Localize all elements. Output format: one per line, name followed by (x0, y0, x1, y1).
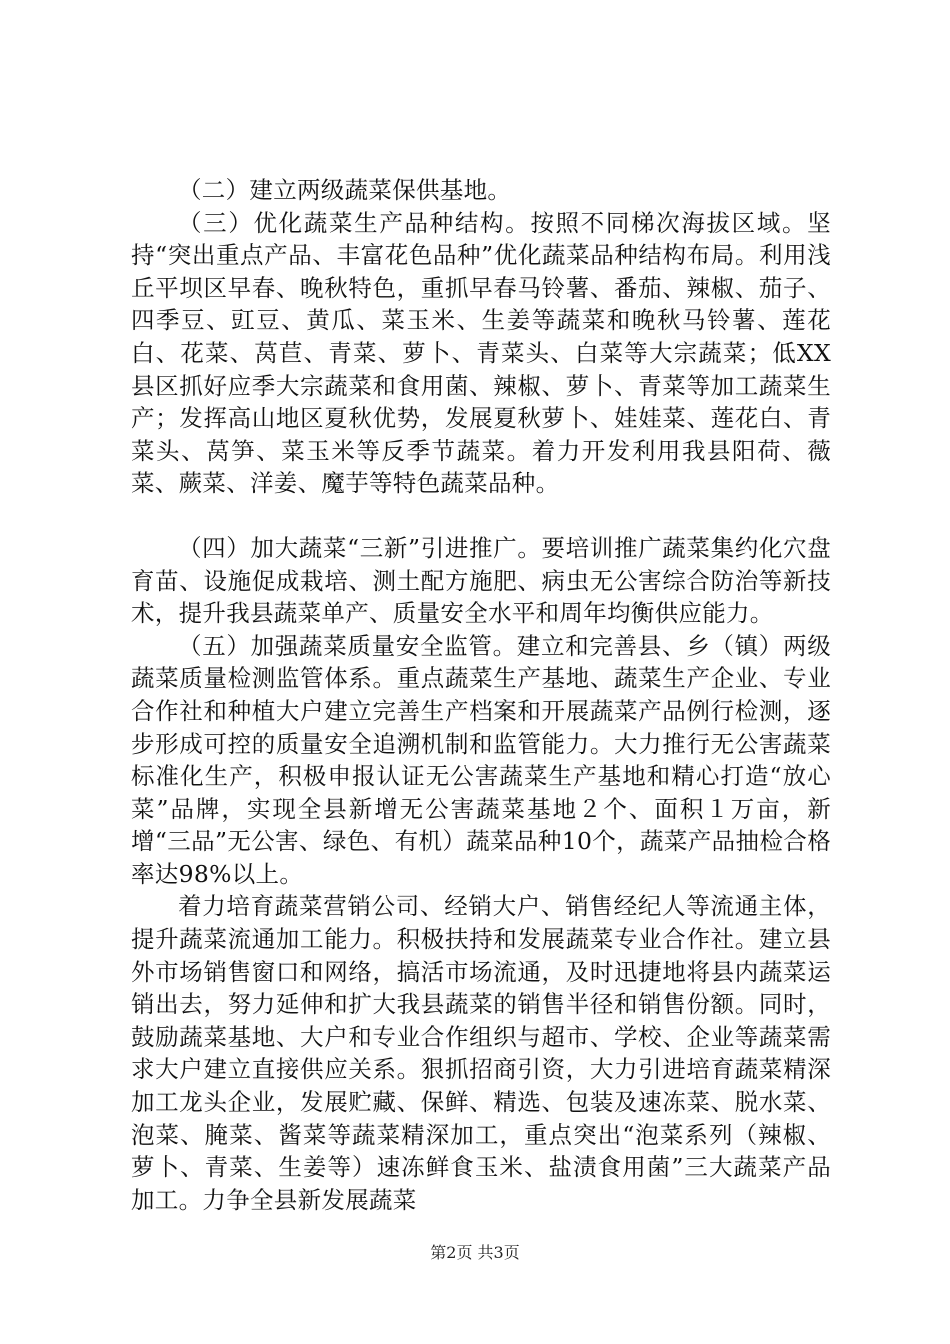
paragraph-marketing: 着力培育蔬菜营销公司、经销大户、销售经纪人等流通主体，提升蔬菜流通加工能力。积极扶持和发展蔬菜专业合作社。建立县外市场销售窗口和网络，搞活市场流通，及时迅捷地将县内蔬菜运销出去，努力延伸和扩大我县蔬菜的销售半径和销售份额。同时，鼓励蔬菜基地、大户和专业合作组织与超市、学校、企业等蔬菜需求大户建立直接供应关系。狠抓招商引资，大力引进培育蔬菜精深加工龙头企业，发展贮藏、保鲜、精选、包装及速冻菜、脱水菜、泡菜、腌菜、酱菜等蔬菜精深加工，重点突出“泡菜系列（辣椒、萝卜、青菜、生姜等）速冻鲜食玉米、盐渍食用菌”三大蔬菜产品加工。力争全县新发展蔬菜 (131, 892, 831, 1214)
document-body (131, 174, 831, 1216)
paragraph-section-5: （五）加强蔬菜质量安全监管。建立和完善县、乡（镇）两级蔬菜质量检测监管体系。重点蔬菜生产基地、蔬菜生产企业、专业合作社和种植大户建立完善生产档案和开展蔬菜产品例行检测，逐步形成可控的质量安全追溯机制和监管能力。大力推行无公害蔬菜标准化生产，积极申报认证无公害蔬菜生产基地和精心打造“放心菜”品牌，实现全县新增无公害蔬菜基地２个、面积１万亩，新增“三品”无公害、绿色、有机）蔬菜品种10个，蔬菜产品抽检合格率达98%以上。 (131, 631, 831, 888)
paragraph-section-2: （二）建立两级蔬菜保供基地。 (178, 176, 512, 204)
paragraph-section-4: （四）加大蔬菜“三新”引进推广。要培训推广蔬菜集约化穴盘育苗、设施促成栽培、测土配方施肥、病虫无公害综合防治等新技术，提升我县蔬菜单产、质量安全水平和周年均衡供应能力。 (131, 533, 831, 628)
page-number-footer: 第2页 共3页 (430, 1243, 520, 1262)
paragraph-section-3: （三）优化蔬菜生产品种结构。按照不同梯次海拔区域。坚持“突出重点产品、丰富花色品种”优化蔬菜品种结构布局。利用浅丘平坝区早春、晚秋特色，重抓早春马铃薯、番茄、辣椒、茄子、四季豆、豇豆、黄瓜、菜玉米、生姜等蔬菜和晚秋马铃薯、莲花白、花菜、莴苣、青菜、萝卜、青菜头、白菜等大宗蔬菜；低XX县区抓好应季大宗蔬菜和食用菌、辣椒、萝卜、青菜等加工蔬菜生产；发挥高山地区夏秋优势，发展夏秋萝卜、娃娃菜、莲花白、青菜头、莴笋、菜玉米等反季节蔬菜。着力开发利用我县阳荷、薇菜、蕨菜、洋姜、魔芋等特色蔬菜品种。 (131, 208, 831, 498)
